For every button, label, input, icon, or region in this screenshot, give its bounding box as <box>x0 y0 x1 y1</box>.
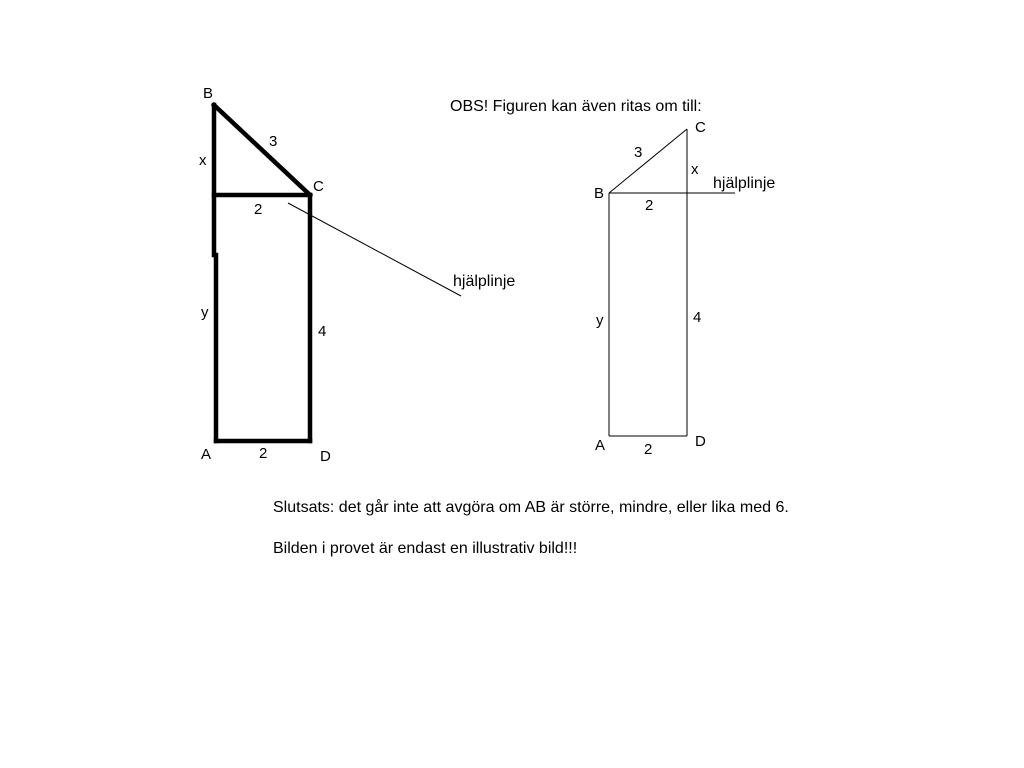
note-text: Bilden i provet är endast en illustrativ bild!!! <box>273 540 578 557</box>
left-label-cd: 4 <box>318 323 327 340</box>
left-label-y: y <box>201 304 209 321</box>
right-label-bc: 3 <box>634 144 643 161</box>
right-side-bc <box>609 129 687 193</box>
right-point-d: D <box>695 433 706 450</box>
left-label-x: x <box>199 152 207 169</box>
right-label-helper-width: 2 <box>645 197 654 214</box>
left-point-d: D <box>320 448 331 465</box>
right-point-c: C <box>695 119 706 136</box>
right-point-a: A <box>595 437 606 454</box>
left-label-helper-width: 2 <box>254 201 263 218</box>
left-label-bc: 3 <box>269 133 278 150</box>
left-figure <box>199 85 515 465</box>
left-label-helper: hjälplinje <box>453 273 516 290</box>
right-label-x: x <box>691 161 699 178</box>
left-label-ad: 2 <box>259 445 268 462</box>
right-label-y: y <box>596 312 604 329</box>
right-label-helper: hjälplinje <box>713 175 776 192</box>
right-figure-title: OBS! Figuren kan även ritas om till: <box>450 98 702 115</box>
right-label-cd: 4 <box>693 309 702 326</box>
right-point-b: B <box>594 185 605 202</box>
left-helper-pointer <box>288 203 461 296</box>
left-point-b: B <box>203 85 214 102</box>
left-side-bc <box>214 105 310 195</box>
conclusion-text: Slutsats: det går inte att avgöra om AB är större, mindre, eller lika med 6. <box>273 499 789 516</box>
left-point-c: C <box>313 178 324 195</box>
left-point-a: A <box>201 446 212 463</box>
right-label-ad: 2 <box>644 441 653 458</box>
